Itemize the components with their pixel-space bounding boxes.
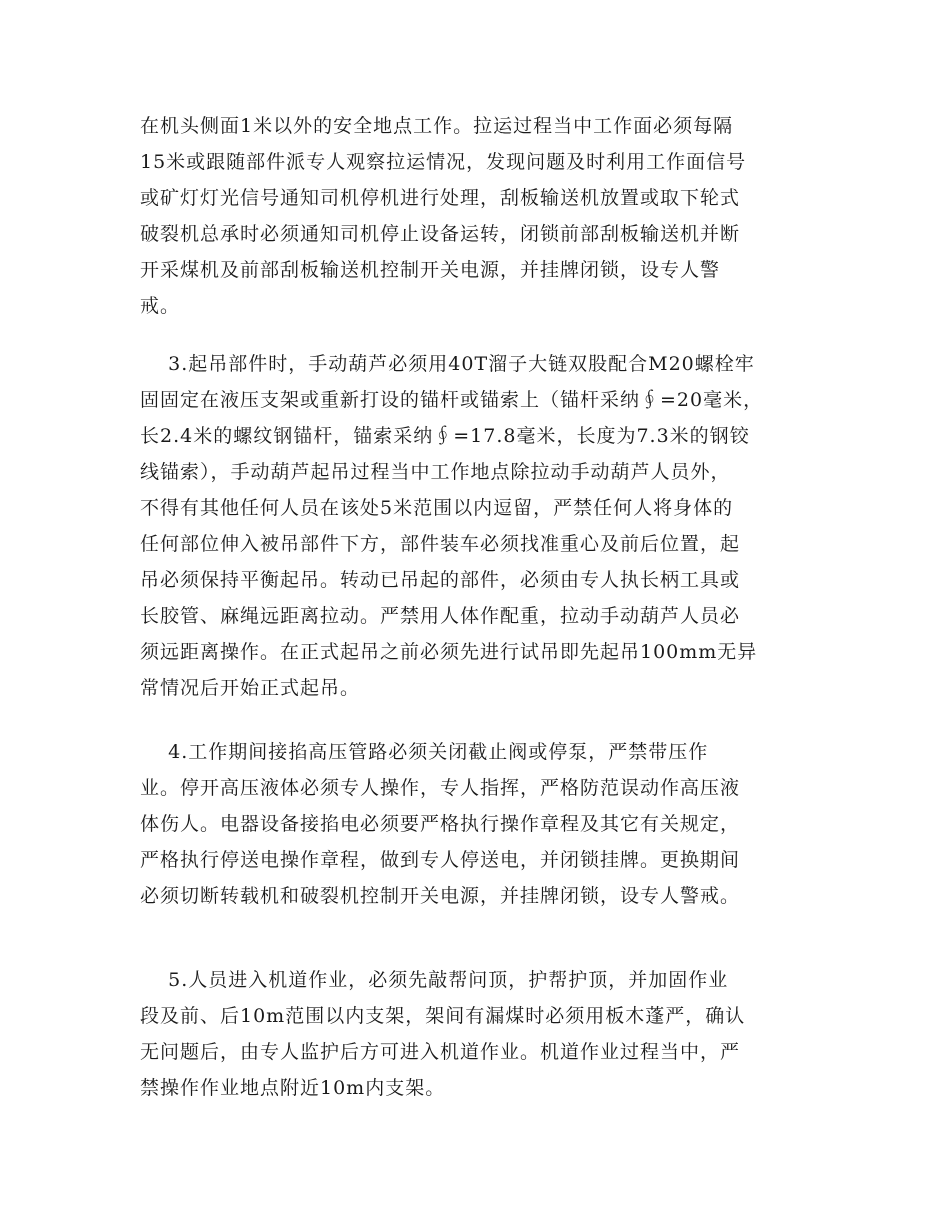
- paragraph-item-4: [140, 734, 820, 914]
- text-line: 无问题后，由专人监护后方可进入机道作业。机道作业过程当中，严: [140, 1041, 741, 1063]
- paragraph-item-3: [140, 346, 820, 706]
- text-line: 长2.4米的螺纹钢锚杆，锚索采纳∮=17.8毫米，长度为7.3米的钢铰: [140, 425, 750, 447]
- text-line: 须远距离操作。在正式起吊之前必须先进行试吊即先起吊100mm无异: [140, 641, 758, 663]
- text-line: 固固定在液压支架或重新打设的锚杆或锚索上（锚杆采纳∮=20毫米，: [140, 389, 764, 411]
- text-line: 禁操作作业地点附近10m内支架。: [140, 1077, 446, 1099]
- text-line: 线锚索），手动葫芦起吊过程当中工作地点除拉动手动葫芦人员外，: [140, 461, 731, 483]
- text-line: 或矿灯灯光信号通知司机停机进行处理，刮板输送机放置或取下轮式: [140, 187, 741, 209]
- text-line: 破裂机总承时必须通知司机停止设备运转，闭锁前部刮板输送机并断: [140, 223, 741, 245]
- text-line: 体伤人。电器设备接掐电必须要严格执行操作章程及其它有关规定，: [140, 813, 741, 835]
- text-line: 4.工作期间接掐高压管路必须关闭截止阀或停泵，严禁带压作: [140, 741, 709, 763]
- text-line: 15米或跟随部件派专人观察拉运情况，发现问题及时利用工作面信号: [140, 151, 747, 173]
- paragraph-item-5: [140, 962, 820, 1106]
- text-line: 段及前、后10m范围以内支架，架间有漏煤时必须用板木蓬严，确认: [140, 1005, 746, 1027]
- text-line: 开采煤机及前部刮板输送机控制开关电源，并挂牌闭锁，设专人警: [140, 259, 721, 281]
- text-line: 3.起吊部件时，手动葫芦必须用40T溜子大链双股配合M20螺栓牢: [140, 353, 755, 375]
- text-line: 业。停开高压液体必须专人操作，专人指挥，严格防范误动作高压液: [140, 777, 741, 799]
- text-line: 不得有其他任何人员在该处5米范围以内逗留，严禁任何人将身体的: [140, 497, 734, 519]
- text-line: 5.人员进入机道作业，必须先敲帮问顶，护帮护顶，并加固作业: [140, 969, 729, 991]
- text-line: 在机头侧面1米以外的安全地点工作。拉运过程当中工作面必须每隔: [140, 115, 734, 137]
- text-line: 戒。: [140, 295, 181, 317]
- text-line: 常情况后开始正式起吊。: [140, 677, 361, 699]
- text-line: 必须切断转载机和破裂机控制开关电源，并挂牌闭锁，设专人警戒。: [140, 885, 741, 907]
- text-line: 吊必须保持平衡起吊。转动已吊起的部件，必须由专人执长柄工具或: [140, 569, 741, 591]
- text-line: 严格执行停送电操作章程，做到专人停送电，并闭锁挂牌。更换期间: [140, 849, 741, 871]
- text-line: 长胶管、麻绳远距离拉动。严禁用人体作配重，拉动手动葫芦人员必: [140, 605, 741, 627]
- paragraph-continuation: [140, 108, 820, 324]
- text-line: 任何部位伸入被吊部件下方，部件装车必须找准重心及前后位置，起: [140, 533, 741, 555]
